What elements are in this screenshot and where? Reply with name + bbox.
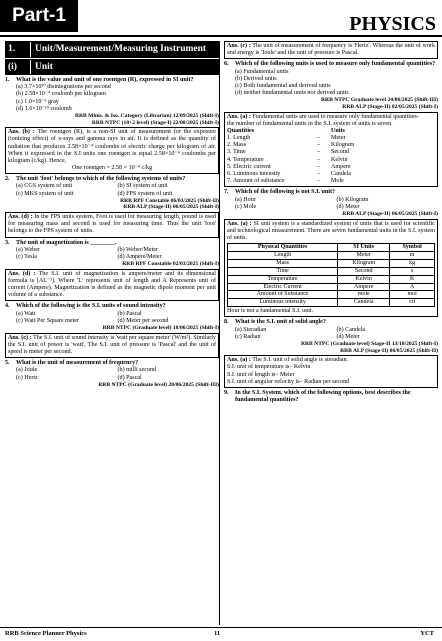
answer-box-1 [5, 127, 219, 174]
answer-text: In the FPS units system, Foot is used for measuring length, pound is used for measuring mass and second is used for measuring time. Thus the unit 'foot' belongs to the FPS system of units. [8, 214, 216, 235]
list-item-unit: Candela [331, 171, 351, 177]
table-header: Symbol [390, 244, 435, 252]
question-5-options [5, 367, 219, 381]
option-a: (a) Weber [16, 246, 40, 253]
question-text: Which of the following units is used to measure only fundamental quantities? [235, 61, 436, 68]
si-units-table [227, 243, 435, 307]
exam-source: RRB ALP (Stage-II) 06/05/2025 (Shift-II) [340, 347, 438, 354]
footer-book-title: RRB Science Planner Physics [5, 630, 87, 637]
list-dash: – [317, 163, 321, 170]
table-cell: Length [228, 251, 338, 259]
option-b: (b) Candela [336, 326, 366, 333]
table-cell: m [390, 251, 435, 259]
list-header-quantity: Quantities [227, 127, 255, 134]
table-cell: Electric Current [228, 283, 338, 291]
option-b: (b) SI system of unit [117, 183, 168, 190]
option-c: (c) Mole [235, 203, 257, 210]
option-b: (b) 2.58×10⁻⁴ coulomb per kilogram [16, 91, 106, 98]
column-divider [219, 41, 220, 625]
option-a: (a) Fundamental units [235, 68, 289, 75]
answer-label: Ans. (c) : [8, 334, 32, 341]
answer-conclusion: Hour is not a fundamental S.I. unit. [227, 308, 314, 315]
table-cell: Temperature [228, 275, 338, 283]
question-7-options [224, 197, 438, 211]
question-number: 6. [224, 61, 229, 68]
option-d: (d) Meter [336, 333, 360, 340]
list-header-unit: Units [331, 127, 345, 134]
question-number: 4. [5, 303, 10, 310]
question-4 [5, 303, 219, 310]
question-text: Which of the following is not S.I. unit? [235, 189, 336, 196]
question-4-options [5, 311, 219, 325]
question-text: The unit 'foot' belongs to which of the following systems of units? [16, 176, 186, 183]
list-item: 7. Amount of substance [227, 178, 285, 185]
list-item-unit: Second [331, 149, 349, 156]
question-number: 2. [5, 176, 10, 183]
header-rule [0, 35, 442, 37]
answer-text: The roentgen (R), is a non-SI unit of measurement for the exposure (ionizing effect) of x-rays and gamma rays in air. It is defined as the quantity of radiation that produces 2.58×10⁻⁴ coulombs of electric charge per kilogram of air. When it expressed in the S.I units one roentgen is equal 2.58×10⁻⁴ coulombs per kilogram (c/kg). Hence, [8, 129, 216, 164]
list-dash: – [317, 178, 321, 185]
subject-title: PHYSICS [349, 13, 436, 35]
table-cell: mole [338, 291, 390, 299]
answer-formula: One roentgen = 2.58 × 10⁻⁴ c/kg [71, 165, 153, 172]
table-cell: Second [338, 267, 390, 275]
list-item-unit: Kilogram [331, 142, 355, 149]
question-text: What is the value and unit of one roentgen (R), expressed in SI unit? [16, 77, 194, 83]
question-text: The unit of magnetization is ________. [16, 239, 117, 246]
option-c: (c) MKS system of unit [16, 190, 74, 197]
question-number: 1. [5, 77, 10, 83]
table-cell: Mass [228, 259, 338, 267]
answer-text: SI unit system is a standardized system of units that is used for scientific and technological measurement. There are seven fundamental units in the S.I. system of units. [227, 220, 436, 241]
list-item: 5. Electric current [227, 163, 271, 170]
option-d: (d) Meter [336, 203, 360, 210]
question-number: 8. [224, 319, 229, 326]
table-header-row [228, 244, 435, 252]
answer-text-2: the number of fundamental units in the S.I. system of units is seven. [227, 120, 393, 127]
answer-label: Ans. (b) : [8, 129, 35, 136]
list-dash: – [317, 142, 321, 149]
option-a: (a) Hour [235, 196, 256, 203]
table-header: Physical Quantities [228, 244, 338, 252]
unit-title: Unit/Measurement/Measuring Instrument [35, 44, 207, 54]
table-row [228, 259, 435, 267]
option-a: (a) Watt [16, 310, 36, 317]
table-row [228, 299, 435, 307]
list-dash: – [317, 171, 321, 177]
exam-source: RRB NTPC (10+2 level) (Stage-I) 22/08/2025 (Shift-I) [91, 119, 219, 126]
table-cell: Candela [338, 299, 390, 307]
option-c: (c) Both fundamental and derived units [235, 82, 331, 89]
question-number: 7. [224, 189, 229, 196]
table-cell: Kilogram [338, 259, 390, 267]
question-6 [224, 61, 438, 68]
answer-label: Ans. (a) : [227, 220, 252, 227]
question-8-options [224, 327, 438, 341]
answer-label: Ans. (a) : [227, 113, 251, 120]
question-6-options [224, 69, 438, 98]
left-column [5, 41, 219, 625]
footer-publisher: YCT [420, 630, 434, 637]
answer-box-3 [5, 269, 219, 302]
option-d: (d) 1.6×10⁻¹⁹ coulomb [16, 105, 72, 112]
option-d: (d) Pascal [117, 374, 142, 381]
subunit-header [5, 59, 219, 76]
table-cell: Luminous intensity [228, 299, 338, 307]
option-a: (a) Joule [16, 367, 38, 374]
question-9 [224, 390, 438, 404]
question-5 [5, 360, 219, 367]
answer-line: S.I. unit of angular velocity is– Radian per second [227, 378, 350, 385]
answer-text: The S.I. unit of magnetization is ampere/meter and its dimensional formula is [AL⁻¹]. Where 'L' represents unit of length and A Represents unit of current (Ampere). Magnetization is defined as the magnetic dipole moment per unit volume of a substance. [8, 270, 216, 299]
option-b: (b) Derived units [235, 75, 277, 82]
table-row [228, 275, 435, 283]
option-d: (d) neither fundamental units nor derived units [235, 90, 349, 97]
unit-number: 1. [6, 42, 31, 57]
option-a: (a) 3.7×10¹⁰ disintegrations per second [16, 84, 111, 91]
table-cell: Ampere [338, 283, 390, 291]
list-item-unit: Ampere [331, 163, 351, 170]
page-footer [0, 627, 442, 641]
exam-source: RRB RPF Constable 02/03/2025 (Shift-I) [122, 261, 219, 268]
table-cell: s [390, 267, 435, 275]
answer-box-8 [224, 355, 438, 388]
table-cell: mol [390, 291, 435, 299]
list-item: 6. Luminous intensity [227, 171, 281, 177]
exam-source: RRB NTPC (Graduate level) 20/06/2025 (Shift-III) [98, 381, 219, 388]
answer-box-4 [5, 333, 219, 359]
answer-label: Ans. (c) : [227, 43, 251, 49]
question-3 [5, 240, 219, 247]
answer-line: The S.I. unit of solid angle is steradian. [252, 357, 349, 364]
answer-box-2 [5, 212, 219, 238]
answer-text: The S.I. unit of sound intensity is 'watt per square meter' (W/m²). Similarly the S.I. unit of power is 'watt', The S.I. unit of pressure is 'Pascal' and the unit of speed is meter per second. [8, 334, 216, 355]
question-2-options [5, 183, 219, 197]
footer-page-number: 11 [214, 630, 221, 637]
table-cell: Amount of Substance [228, 291, 338, 299]
table-cell: K [390, 275, 435, 283]
table-row [228, 283, 435, 291]
answer-box-6 [224, 112, 438, 188]
option-c: (c) Hertz [16, 374, 38, 381]
exam-source: RRB RPF Constable 06/03/2025 (Shift-II) [120, 197, 219, 204]
list-dash: – [317, 156, 321, 163]
table-header: SI Units [338, 244, 390, 252]
option-b: (b) milli second [117, 367, 157, 374]
exam-source: RRB NTPC (Graduate level) 18/06/2025 (Shift-I) [102, 325, 219, 332]
subunit-number: (i) [6, 60, 31, 75]
table-row [228, 251, 435, 259]
question-number: 5. [5, 360, 10, 367]
question-text: In the S.I. System, which of the following options, best describes the fundamental quantities? [235, 389, 411, 404]
table-cell: Time [228, 267, 338, 275]
option-c: (c) 1.0×10⁻³ gray [16, 98, 59, 105]
answer-line: S.I. unit of temperature is– Kelvin [227, 364, 311, 371]
answer-box-7 [224, 219, 438, 318]
part-label: Part-1 [0, 0, 78, 32]
option-c: (c) Radian [235, 333, 261, 340]
table-cell: kg [390, 259, 435, 267]
option-c: (c) Watt Per Square meter [16, 317, 80, 324]
list-dash: – [317, 135, 321, 142]
option-a: (a) Steradian [235, 326, 267, 333]
option-d: (d) FPS system of unit [117, 190, 173, 197]
question-text: What is the S.I. unit of solid angle? [235, 319, 326, 326]
exam-source: RRB ALP (Stage-II) 06/05/2025 (Shift-I) [123, 204, 219, 211]
question-number: 9. [224, 389, 229, 396]
question-1-options [5, 84, 219, 113]
right-column [224, 41, 438, 625]
table-cell: A [390, 283, 435, 291]
exam-source: RRB NTPC Graduate level 24/06/2025 (Shift-III) [321, 97, 438, 104]
answer-label: Ans. (d) : [8, 214, 33, 220]
table-row [228, 267, 435, 275]
answer-text: Fundamental units are used to measure only fundamental quantities- [252, 113, 419, 120]
option-b: (b) Weber/Meter [117, 246, 159, 253]
option-b: (b) Pascal [117, 310, 142, 317]
answer-box-5 [224, 41, 438, 59]
exam-source: RRB ALP (Stage-II) 06/05/2025 (Shift-I) [342, 210, 438, 217]
exam-source: RRB ALP (Stage-II) 02/05/2025 (Shift-I) [342, 103, 438, 110]
answer-label: Ans. (d) : [8, 270, 36, 277]
question-number: 3. [5, 239, 10, 246]
option-d: (d) Meter per second [117, 317, 169, 324]
table-cell: Kelvin [338, 275, 390, 283]
list-item: 3. Time [227, 149, 246, 156]
question-3-options [5, 247, 219, 261]
unit-header [5, 41, 219, 58]
list-item: 4. Temperature [227, 156, 264, 163]
quantities-list [227, 128, 435, 186]
answer-text: The unit of measurement of frequency is 'Hertz'. Whereas the unit of work and energy is 'Joule' and the unit of pressure is Pascal. [227, 43, 435, 57]
list-item-unit: Meter [331, 135, 346, 142]
option-a: (a) CGS system of unit [16, 183, 73, 190]
exam-source: RRB Minis. & Iso. Category (Librarian) 12/09/2025 (Shift-I) [74, 112, 219, 119]
table-cell: Meter [338, 251, 390, 259]
question-text: Which of the following is the S.I. units of sound intensity? [16, 303, 166, 310]
table-cell: cd [390, 299, 435, 307]
question-7 [224, 189, 438, 196]
table-row [228, 291, 435, 299]
answer-line: S.I. unit of length is– Meter [227, 371, 295, 378]
subunit-title: Unit [35, 61, 53, 72]
list-item-unit: Kelvin [331, 156, 348, 163]
option-b: (b) Kilogram [336, 196, 369, 203]
question-8 [224, 319, 438, 326]
answer-label: Ans. (a) : [227, 357, 251, 364]
list-dash: – [317, 149, 321, 156]
exam-source: RRB NTPC (Graduate level) Stage-II 13/10/2025 (Shift-I) [300, 340, 438, 347]
question-text: What is the unit of measurement of frequency? [16, 360, 139, 367]
list-item: 2. Mass [227, 142, 246, 149]
list-item: 1. Length [227, 135, 251, 142]
option-c: (c) Tesla [16, 253, 37, 260]
option-d: (d) Ampere/Meter [117, 253, 162, 260]
list-item-unit: Mole [331, 178, 344, 185]
list-header-sep [317, 128, 331, 135]
page-header [0, 0, 442, 38]
